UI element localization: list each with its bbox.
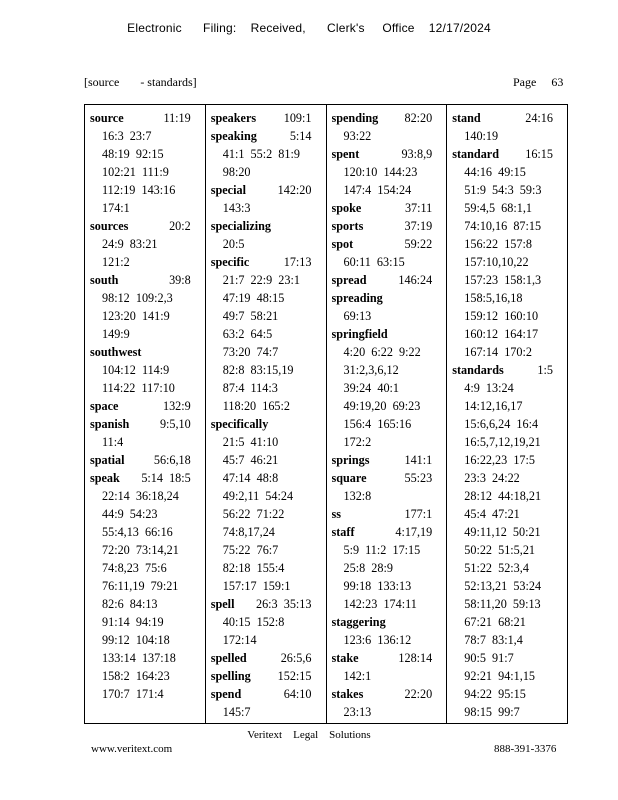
page-line-ref: 47:14 48:8 — [222, 471, 279, 485]
index-term: standard — [452, 147, 499, 161]
page-line-ref: 50:22 51:5,21 — [464, 543, 536, 557]
index-entry — [90, 109, 201, 217]
index-term: spelling — [210, 669, 251, 683]
entry-head-line — [332, 523, 443, 541]
index-term: spanish — [90, 417, 130, 431]
entry-head-line — [452, 145, 563, 163]
entry-head-line — [211, 217, 322, 235]
page-line-ref: 1:5 — [537, 363, 553, 377]
index-table — [84, 104, 568, 724]
index-term: spreading — [331, 291, 383, 305]
page-line-ref: 23:3 24:22 — [464, 471, 520, 485]
page-line-ref: 26:5,6 — [280, 651, 312, 665]
footer-company: Veritext Legal Solutions — [247, 729, 371, 741]
index-term: south — [90, 273, 119, 287]
page-line-ref: 91:14 94:19 — [102, 615, 164, 629]
entry-head-line — [332, 289, 443, 307]
page-line-ref: 16:3 23:7 — [102, 129, 152, 143]
index-entry — [211, 595, 322, 649]
index-entry — [452, 109, 563, 145]
page-line-ref: 142:23 174:11 — [343, 597, 417, 611]
page-line-ref: 59:4,5 68:1,1 — [464, 201, 532, 215]
entry-head-line — [90, 109, 201, 127]
entry-head-line — [90, 271, 201, 289]
page-line-ref: 157:17 159:1 — [222, 579, 291, 593]
page-line-ref: 158:5,16,18 — [464, 291, 523, 305]
index-term: staff — [331, 525, 355, 539]
entry-head-line — [332, 685, 443, 703]
footer-phone: 888-391-3376 — [494, 743, 557, 755]
page-line-ref: 11:19 — [163, 111, 191, 125]
page-line-ref: 69:13 — [343, 309, 372, 323]
page-line-ref: 128:14 — [398, 651, 433, 665]
page-line-ref: 28:12 44:18,21 — [464, 489, 542, 503]
page-line-ref: 37:11 — [404, 201, 433, 215]
entry-head-line — [90, 343, 201, 361]
page-line-ref: 123:20 141:9 — [102, 309, 170, 323]
page-line-ref: 56:22 71:22 — [222, 507, 285, 521]
page-line-ref: 21:5 41:10 — [222, 435, 279, 449]
page-line-ref: 49:11,12 50:21 — [464, 525, 541, 539]
index-term: space — [90, 399, 119, 413]
page-line-ref: 82:18 155:4 — [222, 561, 285, 575]
index-entry — [211, 181, 322, 217]
entry-head-line — [332, 505, 443, 523]
entry-head-line — [211, 595, 322, 613]
page-line-ref: 78:7 83:1,4 — [464, 633, 523, 647]
page-line-ref: 93:8,9 — [401, 147, 433, 161]
page-line-ref: 90:5 91:7 — [464, 651, 514, 665]
index-term: source — [90, 111, 124, 125]
index-term: spell — [210, 597, 235, 611]
page-line-ref: 87:4 114:3 — [222, 381, 278, 395]
index-entry — [90, 397, 201, 415]
index-entry — [332, 649, 443, 685]
entry-head-line — [211, 667, 322, 685]
page-line-ref: 98:12 109:2,3 — [102, 291, 173, 305]
index-column-2 — [205, 105, 326, 723]
page-line-ref: 141:1 — [404, 453, 433, 467]
index-entry — [452, 145, 563, 361]
page-line-ref: 174:1 — [102, 201, 130, 215]
page-line-ref: 16:5,7,12,19,21 — [464, 435, 541, 449]
index-entry — [90, 451, 201, 469]
page-line-ref: 98:15 99:7 — [464, 705, 520, 719]
page-line-ref: 49:2,11 54:24 — [222, 489, 294, 503]
page-line-ref: 24:9 83:21 — [102, 237, 158, 251]
page-line-ref: 157:10,10,22 — [464, 255, 529, 269]
entry-head-line — [90, 451, 201, 469]
page-line-ref: 4:9 13:24 — [464, 381, 514, 395]
entry-head-line — [332, 145, 443, 163]
index-entry — [332, 325, 443, 451]
index-term: spent — [331, 147, 360, 161]
page-line-ref: 177:1 — [404, 507, 433, 521]
entry-head-line — [332, 451, 443, 469]
entry-head-line — [332, 613, 443, 631]
index-term: spelled — [210, 651, 247, 665]
index-entry — [211, 253, 322, 415]
index-term: springs — [331, 453, 370, 467]
page-line-ref: 145:7 — [222, 705, 251, 719]
page-line-ref: 142:20 — [277, 183, 312, 197]
index-entry — [332, 523, 443, 613]
entry-head-line — [452, 361, 563, 379]
index-term: speaking — [210, 129, 257, 143]
page-line-ref: 74:10,16 87:15 — [464, 219, 542, 233]
footer-website: www.veritext.com — [91, 743, 173, 755]
index-term: spend — [210, 687, 242, 701]
page-line-ref: 40:15 152:8 — [222, 615, 285, 629]
page-line-ref: 160:12 164:17 — [464, 327, 539, 341]
page-line-ref: 24:16 — [525, 111, 553, 125]
index-entry — [90, 415, 201, 451]
index-entry — [332, 451, 443, 469]
page-line-ref: 26:3 35:13 — [255, 597, 312, 611]
page-line-ref: 5:14 18:5 — [141, 471, 191, 485]
index-entry — [332, 289, 443, 325]
page-line-ref: 25:8 28:9 — [343, 561, 393, 575]
index-term: staggering — [331, 615, 386, 629]
index-entry — [332, 235, 443, 271]
entry-head-line — [332, 649, 443, 667]
index-entry — [90, 217, 201, 271]
index-term: sources — [90, 219, 129, 233]
index-term: spoke — [331, 201, 362, 215]
index-entry — [332, 145, 443, 199]
page-line-ref: 104:12 114:9 — [102, 363, 170, 377]
page-line-ref: 149:9 — [102, 327, 130, 341]
page-line-ref: 49:7 58:21 — [222, 309, 279, 323]
index-term: ss — [331, 507, 341, 521]
index-entry — [211, 415, 322, 595]
index-entry — [211, 127, 322, 181]
page-line-ref: 4:20 6:22 9:22 — [343, 345, 421, 359]
index-term: spending — [331, 111, 379, 125]
page-line-ref: 22:14 36:18,24 — [102, 489, 179, 503]
page-line-ref: 44:16 49:15 — [464, 165, 526, 179]
page-line-ref: 172:14 — [222, 633, 257, 647]
index-column-3 — [326, 105, 447, 723]
page-line-ref: 11:4 — [102, 435, 124, 449]
page-line-ref: 93:22 — [343, 129, 372, 143]
index-term: speakers — [210, 111, 257, 125]
index-term: southwest — [90, 345, 142, 359]
page-number: Page 63 — [513, 75, 564, 89]
entry-head-line — [211, 649, 322, 667]
page-line-ref: 73:20 74:7 — [222, 345, 279, 359]
page-line-ref: 58:11,20 59:13 — [464, 597, 541, 611]
page-line-ref: 74:8,17,24 — [222, 525, 275, 539]
page-line-ref: 140:19 — [464, 129, 499, 143]
page-line-ref: 9:5,10 — [159, 417, 191, 431]
page-line-ref: 133:14 137:18 — [102, 651, 176, 665]
page-line-ref: 45:4 47:21 — [464, 507, 520, 521]
index-entry — [211, 109, 322, 127]
entry-head-line — [90, 415, 201, 433]
index-entry — [332, 109, 443, 145]
page-line-ref: 64:10 — [283, 687, 312, 701]
page-line-ref: 99:12 104:18 — [102, 633, 170, 647]
index-term: special — [210, 183, 246, 197]
page-line-ref: 44:9 54:23 — [102, 507, 158, 521]
page-line-ref: 20:2 — [169, 219, 191, 233]
page-line-ref: 75:22 76:7 — [222, 543, 279, 557]
page-line-ref: 52:13,21 53:24 — [464, 579, 542, 593]
page-line-ref: 20:5 — [222, 237, 245, 251]
page-line-ref: 159:12 160:10 — [464, 309, 539, 323]
index-term: square — [331, 471, 367, 485]
page-line-ref: 123:6 136:12 — [343, 633, 412, 647]
entry-head-line — [211, 685, 322, 703]
page-line-ref: 121:2 — [102, 255, 130, 269]
page-line-ref: 147:4 154:24 — [343, 183, 412, 197]
page-line-ref: 14:12,16,17 — [464, 399, 523, 413]
index-term: speak — [90, 471, 120, 485]
page-line-ref: 98:20 — [222, 165, 251, 179]
entry-head-line — [332, 235, 443, 253]
page-line-ref: 63:2 64:5 — [222, 327, 273, 341]
index-term: stand — [452, 111, 481, 125]
page-line-ref: 37:19 — [404, 219, 433, 233]
page-line-ref: 55:4,13 66:16 — [102, 525, 173, 539]
page-line-ref: 67:21 68:21 — [464, 615, 526, 629]
page-line-ref: 102:21 111:9 — [102, 165, 169, 179]
page-line-ref: 142:1 — [343, 669, 372, 683]
page-line-ref: 132:8 — [343, 489, 372, 503]
page-line-ref: 120:10 144:23 — [343, 165, 418, 179]
index-term: specifically — [210, 417, 269, 431]
page-line-ref: 48:19 92:15 — [102, 147, 164, 161]
index-entry — [332, 271, 443, 289]
page-line-ref: 112:19 143:16 — [102, 183, 176, 197]
page-line-ref: 5:14 — [289, 129, 312, 143]
page-line-ref: 82:20 — [404, 111, 433, 125]
page-line-ref: 172:2 — [343, 435, 372, 449]
page-line-ref: 94:22 95:15 — [464, 687, 526, 701]
entry-head-line — [332, 217, 443, 235]
index-range: [source - standards] — [84, 75, 197, 89]
page-line-ref: 152:15 — [277, 669, 312, 683]
page-line-ref: 158:2 164:23 — [102, 669, 170, 683]
page-line-ref: 23:13 — [343, 705, 372, 719]
entry-head-line — [332, 271, 443, 289]
page-line-ref: 17:13 — [283, 255, 312, 269]
page-line-ref: 60:11 63:15 — [343, 255, 405, 269]
page-line-ref: 170:7 171:4 — [102, 687, 164, 701]
page-line-ref: 45:7 46:21 — [222, 453, 279, 467]
entry-head-line — [332, 469, 443, 487]
index-entry — [211, 217, 322, 253]
page-line-ref: 109:1 — [283, 111, 312, 125]
page-line-ref: 15:6,6,24 16:4 — [464, 417, 539, 431]
index-entry — [211, 685, 322, 721]
entry-head-line — [452, 109, 563, 127]
page-line-ref: 21:7 22:9 23:1 — [222, 273, 300, 287]
index-term: stakes — [331, 687, 364, 701]
entry-head-line — [211, 127, 322, 145]
page-line-ref: 74:8,23 75:6 — [102, 561, 167, 575]
entry-head-line — [90, 469, 201, 487]
page-line-ref: 99:18 133:13 — [343, 579, 412, 593]
page-line-ref: 114:22 117:10 — [102, 381, 175, 395]
page-line-ref: 82:8 83:15,19 — [222, 363, 294, 377]
index-term: springfield — [331, 327, 388, 341]
page-line-ref: 157:23 158:1,3 — [464, 273, 542, 287]
page-line-ref: 49:19,20 69:23 — [343, 399, 421, 413]
page-line-ref: 22:20 — [404, 687, 433, 701]
index-term: standards — [452, 363, 504, 377]
entry-head-line — [90, 397, 201, 415]
page-line-ref: 72:20 73:14,21 — [102, 543, 179, 557]
page-line-ref: 59:22 — [404, 237, 433, 251]
index-term: spread — [331, 273, 367, 287]
index-term: specific — [210, 255, 250, 269]
index-entry — [332, 469, 443, 505]
page-line-ref: 47:19 48:15 — [222, 291, 285, 305]
page-line-ref: 51:22 52:3,4 — [464, 561, 529, 575]
page-line-ref: 16:22,23 17:5 — [464, 453, 536, 467]
page-line-ref: 92:21 94:1,15 — [464, 669, 536, 683]
index-entry — [90, 343, 201, 397]
index-term: specializing — [210, 219, 272, 233]
entry-head-line — [211, 253, 322, 271]
entry-head-line — [90, 217, 201, 235]
page-line-ref: 132:9 — [162, 399, 191, 413]
index-entry — [332, 199, 443, 217]
filing-stamp: Electronic Filing: Received, Clerk's Office 12/17/2024 — [127, 21, 491, 35]
index-column-1 — [85, 105, 205, 723]
page-line-ref: 5:9 11:2 17:15 — [343, 543, 421, 557]
page-line-ref: 146:24 — [398, 273, 433, 287]
index-entry — [332, 505, 443, 523]
page-line-ref: 51:9 54:3 59:3 — [464, 183, 542, 197]
index-entry — [211, 649, 322, 667]
page-line-ref: 31:2,3,6,12 — [343, 363, 399, 377]
index-entry — [90, 271, 201, 343]
index-entry — [452, 361, 563, 721]
index-term: stake — [331, 651, 359, 665]
index-entry — [90, 469, 201, 703]
page-line-ref: 143:3 — [222, 201, 251, 215]
page-line-ref: 16:15 — [525, 147, 553, 161]
index-term: spot — [331, 237, 354, 251]
page-line-ref: 39:8 — [169, 273, 191, 287]
page-line-ref: 55:23 — [404, 471, 433, 485]
index-column-4 — [446, 105, 567, 723]
index-term: sports — [331, 219, 364, 233]
entry-head-line — [211, 181, 322, 199]
page-line-ref: 156:4 165:16 — [343, 417, 412, 431]
page-line-ref: 167:14 170:2 — [464, 345, 532, 359]
page-line-ref: 56:6,18 — [153, 453, 191, 467]
index-entry — [211, 667, 322, 685]
entry-head-line — [211, 109, 322, 127]
page-line-ref: 39:24 40:1 — [343, 381, 400, 395]
index-entry — [332, 685, 443, 721]
index-term: spatial — [90, 453, 125, 467]
index-entry — [332, 217, 443, 235]
page-line-ref: 41:1 55:2 81:9 — [222, 147, 300, 161]
entry-head-line — [211, 415, 322, 433]
page-line-ref: 76:11,19 79:21 — [102, 579, 179, 593]
entry-head-line — [332, 109, 443, 127]
entry-head-line — [332, 325, 443, 343]
entry-head-line — [332, 199, 443, 217]
page-line-ref: 82:6 84:13 — [102, 597, 158, 611]
page-line-ref: 118:20 165:2 — [222, 399, 291, 413]
page-line-ref: 4:17,19 — [395, 525, 433, 539]
page-line-ref: 156:22 157:8 — [464, 237, 532, 251]
index-entry — [332, 613, 443, 649]
